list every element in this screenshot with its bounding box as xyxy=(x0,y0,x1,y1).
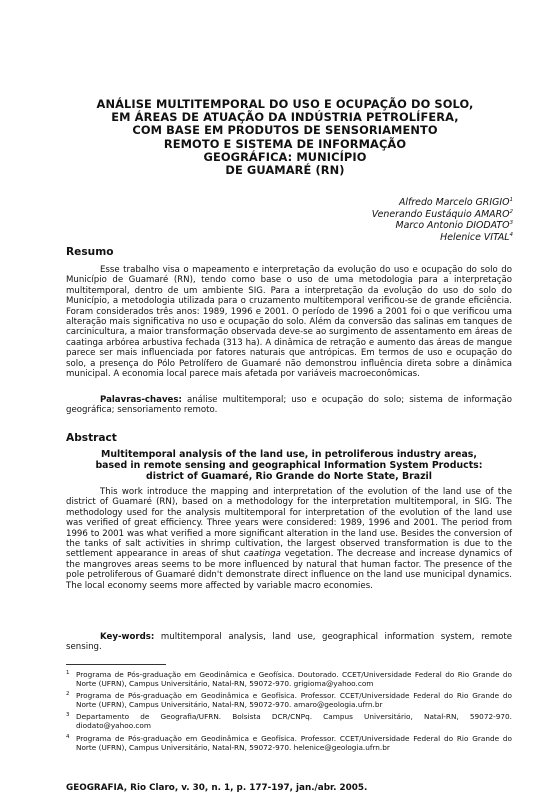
resumo-paragraph: Esse trabalho visa o mapeamento e interpretação da evolução do uso e ocupação do solo do Município de Guamaré (RN), tendo como base o uso de uma metodologia para a interpretação multitemporal, dentro de um ambiente SIG. Para a interpretação da evolução do uso do solo do Município, a metodologia utilizada para o cruzamento multitemporal verificou-se de grande eficiência. Foram considerados três anos: 1989, 1996 e 2001. O período de 1996 a 2001 foi o que verificou uma alteração mais significativa no uso e ocupação do solo. Além da conversão das salinas em tanques de carcinicultura, a maior transformação observada deve-se ao surgimento de assentamento em áreas de caatinga arbórea arbustiva fechada (313 ha). A dinâmica de retração e aumento das áreas de mangue parece ser mais influenciada por fatores naturais que antrópicas. Em termos de uso e ocupação do solo, a presença do Pólo Petrolífero de Guamaré não demonstrou influência direta sobre a dinâmica municipal. A economia local parece mais afetada por variáveis macroeconômicas. xyxy=(66,265,512,380)
keywords-label: Palavras-chaves: xyxy=(100,395,182,405)
footnote xyxy=(66,670,512,688)
abstract-keywords xyxy=(66,632,512,653)
abstract-heading: Abstract xyxy=(66,432,117,444)
abstract-paragraph xyxy=(66,487,512,591)
resumo-heading: Resumo xyxy=(66,246,114,258)
footnote-text: Programa de Pós-graduação em Geodinâmica e Geofísica. Doutorado. CCET/Universidade Federal do Rio Grande do Norte (UFRN), Campus Universitário, Natal-RN, 59072-970. grigioma@yahoo.com xyxy=(76,670,512,689)
author xyxy=(273,232,513,244)
footnote-text: Departamento de Geografia/UFRN. Bolsista DCR/CNPq. Campus Universitário, Natal-RN, 59072-970. diodato@yahoo.com xyxy=(76,712,512,731)
author-name: Marco Antonio DIODATO xyxy=(395,220,510,232)
abstract-keywords-line xyxy=(66,632,512,653)
footnote-mark: 4 xyxy=(66,733,70,740)
abstract-text: This work introduce the mapping and interpretation of the evolution of the land use of the district of Guamaré (RN), based on a methodology for the interpretation multitemporal, in SIG. The methodology used for the analysis multitemporal for interpretation of the evolution of the land use was verified of great efficiency. Three years were considered: 1989, 1996 and 2001. The period from 1996 to 2001 was what verified a more significant alteration in the land use. Besides the conversion of the tanks of salt activities in shrimp cultivation, the largest observed transformation is due to the settlement appearance in areas of shut xyxy=(66,487,512,560)
footnote xyxy=(66,691,512,709)
title-line: COM BASE EM PRODUTOS DE SENSORIAMENTO xyxy=(132,123,438,138)
keywords-text: multitemporal analysis, land use, geographical information system, remote sensing. xyxy=(66,632,513,653)
author xyxy=(273,209,513,221)
abstract-italic-term: caatinga xyxy=(243,549,281,560)
footnote-text: Programa de Pós-graduação em Geodinâmica e Geofísica. Professor. CCET/Universidade Federal do Rio Grande do Norte (UFRN), Campus Universitário, Natal-RN, 59072-970. amaro@geologia.ufrn.br xyxy=(76,691,512,710)
title-line: GEOGRÁFICA: MUNICÍPIO xyxy=(203,149,367,164)
author-list xyxy=(273,197,513,243)
english-title-line: based in remote sensing and geographical Information System Products: xyxy=(95,460,483,472)
author-affiliation-mark: 3 xyxy=(509,220,513,227)
title-line: DE GUAMARÉ (RN) xyxy=(225,163,345,178)
author xyxy=(273,220,513,232)
abstract-body xyxy=(66,487,512,591)
footnote-mark: 3 xyxy=(66,712,70,719)
keywords-text: análise multitemporal; uso e ocupação do solo; sistema de informação geográfica; sensoriamento remoto. xyxy=(66,395,512,416)
author-affiliation-mark: 4 xyxy=(509,231,513,238)
footnote xyxy=(66,712,512,730)
resumo-keywords-line xyxy=(66,395,512,416)
author-affiliation-mark: 2 xyxy=(509,208,513,215)
author-name: Helenice VITAL xyxy=(440,231,510,243)
title-line: ANÁLISE MULTITEMPORAL DO USO E OCUPAÇÃO DO SOLO, xyxy=(96,97,474,111)
footnotes xyxy=(66,670,512,755)
author xyxy=(273,197,513,209)
footnote-text: Programa de Pós-graduação em Geodinâmica e Geofísica. Professor. CCET/Universidade Federal do Rio Grande do Norte (UFRN), Campus Universitário, Natal-RN, 59072-970. helenice@geologia.ufrn.br xyxy=(76,733,512,752)
footnote xyxy=(66,734,512,752)
author-name: Alfredo Marcelo GRIGIO xyxy=(399,197,510,208)
title-line: REMOTO E SISTEMA DE INFORMAÇÃO xyxy=(163,136,407,151)
resumo-body xyxy=(66,265,512,379)
keywords-label: Key-words: xyxy=(100,632,155,642)
author-affiliation-mark: 1 xyxy=(509,196,513,203)
english-title-line: Multitemporal analysis of the land use, in petroliferous industry areas, xyxy=(101,449,477,460)
abstract-text: vegetation. The decrease and increase dynamics of the mangroves areas seems to be more influenced by natural that human factor. The presence of the pole petroliferous of Guamaré didn't demonstrate direct influence on the land use municipal dynamics. The local economy seems more affected by variable macro economies. xyxy=(66,549,512,591)
footnote-mark: 1 xyxy=(66,670,70,676)
journal-citation: GEOGRAFIA, Rio Claro, v. 30, n. 1, p. 177-197, jan./abr. 2005. xyxy=(66,783,368,793)
footnote-mark: 2 xyxy=(66,691,70,698)
title-line: EM ÁREAS DE ATUAÇÃO DA INDÚSTRIA PETROLÍFERA, xyxy=(111,110,459,125)
paper-title xyxy=(66,98,504,177)
english-title-line: district of Guamaré, Rio Grande do Norte State, Brazil xyxy=(146,471,432,483)
resumo-keywords xyxy=(66,395,512,416)
footnote-divider xyxy=(66,664,166,665)
author-name: Venerando Eustáquio AMARO xyxy=(371,208,510,220)
english-title xyxy=(66,449,512,483)
